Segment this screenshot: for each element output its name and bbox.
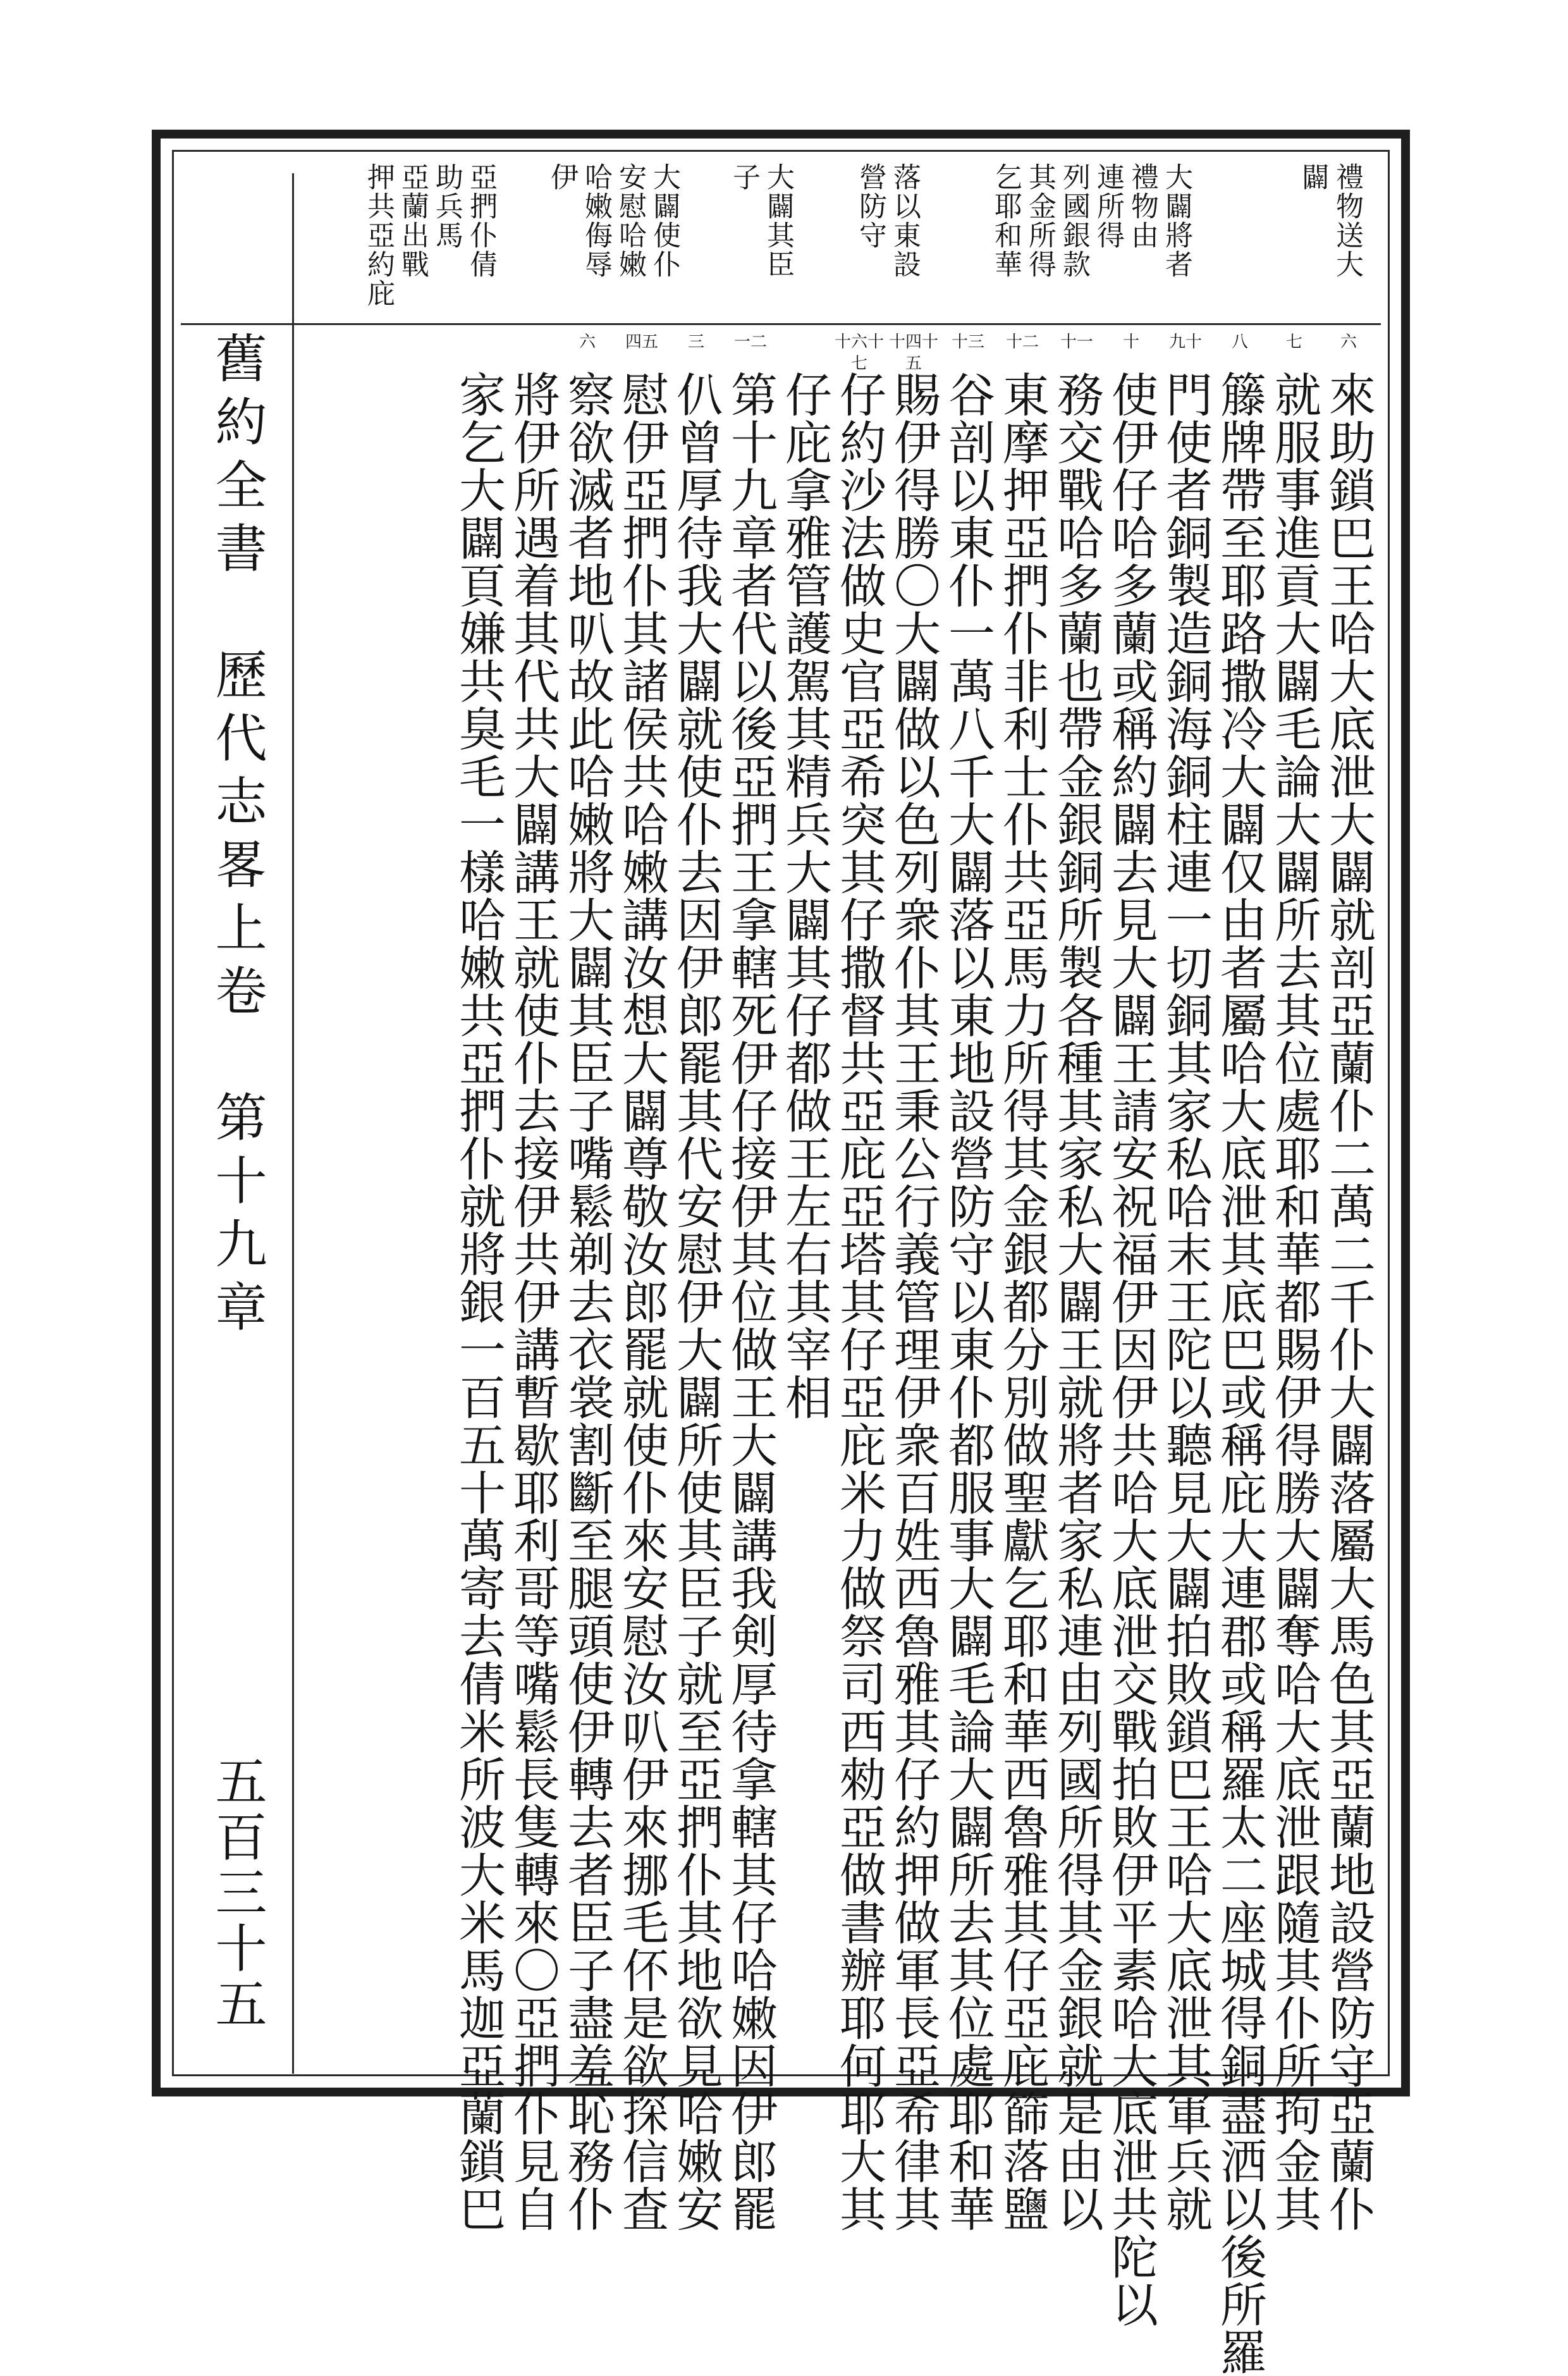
column-text: 第十九章者代以後亞捫王拿轄死伊仔接伊其位做王大闢講我剣厚待拿轄其仔哈嫩因伊郎罷 <box>723 371 778 2233</box>
text-column <box>1267 331 1321 2233</box>
verse-number: 六 <box>579 333 596 352</box>
column-text: 家乞大闢頁嫌共臭毛一樣哈嫩共亞捫仆就將銀一百五十萬寄去倩米所波大米馬迦亞蘭鎖巴 <box>451 371 506 2233</box>
text-column <box>886 331 941 2233</box>
text-column <box>832 331 886 2233</box>
header-note-1: 禮物送大 闢 <box>1297 163 1363 279</box>
header-note-2: 大闢將者 禮物由 連所得 列國銀款 其金所得 乞耶和華 <box>989 163 1192 279</box>
column-text: 務交戰哈多蘭也帶金銀銅所製各種其家私大闢王就將者家私連由列國所得其金銀就是由以 <box>1050 371 1104 2233</box>
book-title: 舊約全書 歷代志畧上卷 第十九章 <box>207 331 267 1343</box>
running-title-column <box>180 331 293 2033</box>
column-text: 使伊仔哈多蘭或稱約闢去見大闢王請安祝福伊因伊共哈大底泄交戰拍敗伊平素哈大底泄共陀以 <box>1104 371 1158 2329</box>
header-note-6: 亞捫仆倩 助兵馬 亞蘭出戰 押共亞約庇 <box>362 163 497 308</box>
verse-number: 十四十五 <box>888 333 938 373</box>
text-column <box>995 331 1050 2233</box>
text-column <box>778 331 832 2033</box>
verse-number: 六 <box>1340 333 1357 352</box>
text-column <box>669 331 723 2233</box>
column-text: 來助鎖巴王哈大底泄大闢就剖亞蘭仆二萬二千仆大闢落屬大馬色其亞蘭地設營防守亞蘭仆 <box>1321 371 1376 2233</box>
text-column <box>723 331 778 2233</box>
verse-number: 三 <box>687 333 704 352</box>
text-column <box>451 331 506 2233</box>
verse-number: 十六十七 <box>834 333 884 373</box>
column-text: 仔約沙法做史官亞希突其仔撒督共亞庇亞塔其仔亞庇米力做祭司西勑亞做書辦耶何耶大其 <box>832 371 886 2233</box>
verse-number: 十二 <box>1005 333 1039 352</box>
text-column <box>560 331 615 2233</box>
verse-number: 十三 <box>951 333 984 352</box>
main-text-body <box>399 331 1376 2376</box>
verse-number: 十 <box>1122 333 1139 352</box>
page-number: 五百三十五 <box>207 1754 267 2033</box>
header-note-5: 大闢使仆 安慰哈嫩 哈嫩侮辱 伊 <box>546 163 680 279</box>
verse-number: 八 <box>1231 333 1248 352</box>
column-text: 賜伊得勝〇大闢做以色列衆仆其王秉公行義管理伊衆百姓西魯雅其仔約押做軍長亞希律其 <box>886 371 941 2233</box>
column-text: 仈曾厚待我大闢就使仆去因伊郎罷其代安慰伊大闢所使其臣子就至亞捫仆其地欲見哈嫩安 <box>669 371 723 2233</box>
column-text: 將伊所遇着其代共大闢講王就使仆去接伊共伊講暫歇耶利哥等嘴鬆長隻轉來〇亞捫仆見自 <box>506 371 560 2233</box>
text-column <box>1104 331 1158 2329</box>
column-text: 仔庇拿雅管護駕其精兵大闢其仔都做王左右其宰相 <box>778 371 832 1421</box>
column-text: 慰伊亞捫仆其諸侯共哈嫩講汝想大闢尊敬汝郎罷就使仆來安慰汝叭伊來挪毛伓是欲探信査 <box>615 371 669 2233</box>
header-note-4: 大闢其臣 子 <box>728 163 794 279</box>
column-text: 就服事進貢大闢毛論大闢所去其位處耶和華都賜伊得勝大闢奪哈大底泄跟隨其仆所拘金其 <box>1267 371 1321 2233</box>
header-note-3: 落以東設 營防守 <box>854 163 921 279</box>
text-column <box>941 331 995 2233</box>
column-text: 籐牌帶至耶路撒冷大闢仅由者屬哈大底泄其底巴或稱庇大連郡或稱羅太二座城得銅盡洒以後所羅 <box>1213 371 1267 2376</box>
column-text: 谷剖以東仆一萬八千大闢落以東地設營防守以東仆都服事大闢毛論大闢所去其位處耶和華 <box>941 371 995 2233</box>
column-text: 門使者銅製造銅海銅柱連一切銅其家私哈末王陀以聽見大闢拍敗鎖巴王哈大底泄其軍兵就 <box>1158 371 1213 2233</box>
verse-number: 一二 <box>733 333 767 352</box>
text-column <box>1050 331 1104 2233</box>
verse-number: 七 <box>1285 333 1302 352</box>
text-column <box>615 331 669 2233</box>
text-column <box>1158 331 1213 2233</box>
verse-number: 九十 <box>1168 333 1202 352</box>
text-column <box>506 331 560 2233</box>
verse-number: 四五 <box>625 333 658 352</box>
page-frame <box>152 130 1410 2376</box>
column-text: 察欲滅者地叭故此哈嫩將大闢其臣子嘴鬆剃去衣裳割斷至腿頭使伊轉去者臣子盡羞恥務仆 <box>560 371 615 2233</box>
header-divider <box>181 323 1381 325</box>
verse-number: 十一 <box>1060 333 1093 352</box>
text-column <box>1213 331 1267 2376</box>
column-text: 東摩押亞捫仆非利士仆共亞馬力所得其金銀都分別做聖獻乞耶和華西魯雅其仔亞庇篩落鹽 <box>995 371 1050 2233</box>
text-column <box>1321 331 1376 2233</box>
